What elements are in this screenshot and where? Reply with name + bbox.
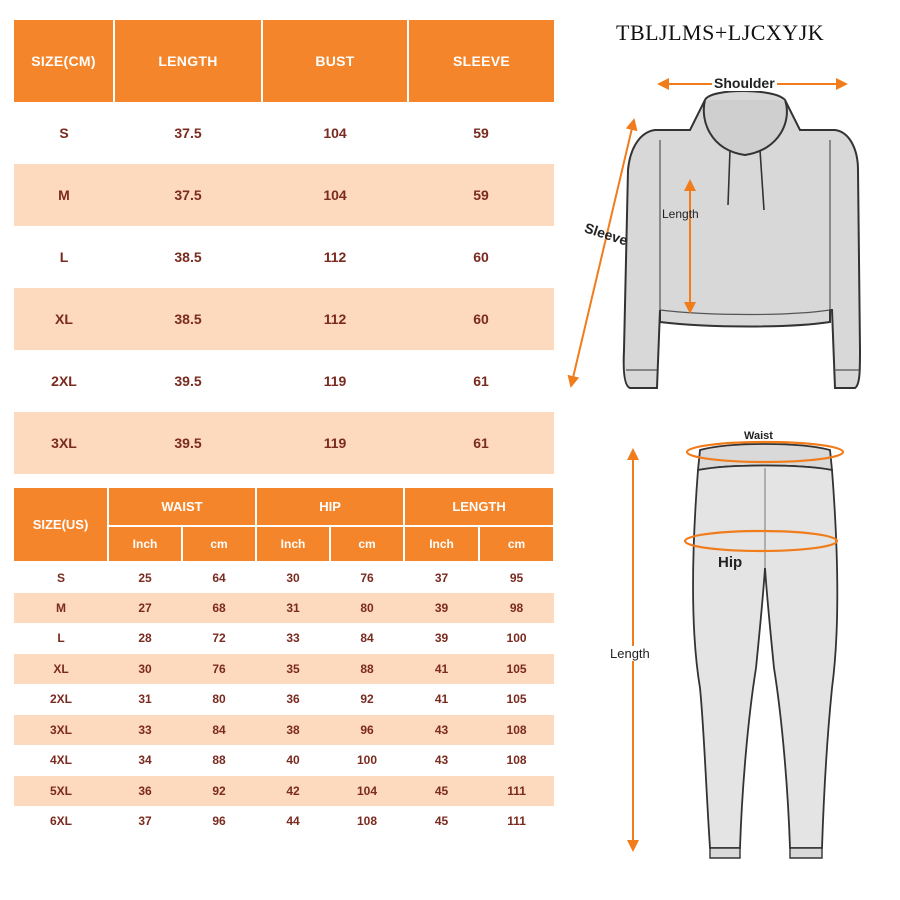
table-cell: M: [14, 593, 108, 624]
sub-header-waist-inch: Inch: [108, 526, 182, 562]
table-cell: 39: [404, 623, 479, 654]
table-cell: 92: [182, 776, 256, 807]
table-cell: 40: [256, 745, 330, 776]
table-cell: 4XL: [14, 745, 108, 776]
table-cell: 59: [408, 164, 554, 226]
table-cell: 119: [262, 412, 408, 474]
table-row: [14, 684, 554, 715]
table-cell: 96: [330, 715, 404, 746]
table-row: [14, 654, 554, 685]
waist-label: Waist: [744, 430, 773, 442]
table-cell: 96: [182, 806, 256, 837]
table-cell: 100: [479, 623, 554, 654]
header-length-pants: LENGTH: [404, 488, 554, 526]
table-cell: 36: [108, 776, 182, 807]
header-hip: HIP: [256, 488, 404, 526]
header-size-cm: SIZE(CM): [14, 20, 114, 102]
table-cell: 37: [404, 562, 479, 593]
table-cell: 38.5: [114, 288, 262, 350]
top-size-table: [14, 20, 554, 474]
table-row: [14, 226, 554, 288]
table-cell: 92: [330, 684, 404, 715]
table-row: [14, 288, 554, 350]
table-cell: 108: [479, 715, 554, 746]
table-cell: 3XL: [14, 715, 108, 746]
hoodie-diagram: [560, 70, 890, 400]
table-cell: 44: [256, 806, 330, 837]
table-cell: 33: [108, 715, 182, 746]
hip-label: Hip: [718, 554, 743, 571]
table-row: [14, 562, 554, 593]
table-row: [14, 412, 554, 474]
table-cell: 37.5: [114, 102, 262, 164]
table-cell: 80: [182, 684, 256, 715]
table-cell: 88: [182, 745, 256, 776]
table-row: [14, 164, 554, 226]
table-cell: 33: [256, 623, 330, 654]
table-cell: 2XL: [14, 350, 114, 412]
size-tables: [14, 20, 554, 837]
table-cell: 60: [408, 288, 554, 350]
header-size-us: SIZE(US): [14, 488, 108, 562]
table-cell: 84: [182, 715, 256, 746]
table-cell: 36: [256, 684, 330, 715]
table-cell: 43: [404, 745, 479, 776]
brand-name: TBLJLMS+LJCXYJK: [616, 20, 825, 45]
header-sleeve: SLEEVE: [408, 20, 554, 102]
table-cell: 42: [256, 776, 330, 807]
table-cell: 39.5: [114, 350, 262, 412]
pants-length-label: Length: [610, 646, 650, 661]
table-cell: 104: [262, 102, 408, 164]
pants-diagram: [600, 428, 890, 868]
table-cell: 28: [108, 623, 182, 654]
header-bust: BUST: [262, 20, 408, 102]
table-cell: 2XL: [14, 684, 108, 715]
table-cell: 98: [479, 593, 554, 624]
table-cell: M: [14, 164, 114, 226]
table-row: [14, 806, 554, 837]
table-cell: 59: [408, 102, 554, 164]
table-cell: L: [14, 623, 108, 654]
table-cell: 88: [330, 654, 404, 685]
table-row: [14, 745, 554, 776]
header-waist: WAIST: [108, 488, 256, 526]
table-cell: XL: [14, 654, 108, 685]
table-cell: 38: [256, 715, 330, 746]
table-cell: 30: [108, 654, 182, 685]
table-cell: 45: [404, 776, 479, 807]
table-cell: 84: [330, 623, 404, 654]
table-cell: 61: [408, 412, 554, 474]
table-cell: 80: [330, 593, 404, 624]
table-cell: 64: [182, 562, 256, 593]
table-cell: 105: [479, 684, 554, 715]
table-cell: 37: [108, 806, 182, 837]
table-row: [14, 715, 554, 746]
table-cell: 104: [330, 776, 404, 807]
table-cell: 25: [108, 562, 182, 593]
table-cell: 111: [479, 776, 554, 807]
table-cell: 104: [262, 164, 408, 226]
table-cell: 68: [182, 593, 256, 624]
table-cell: L: [14, 226, 114, 288]
table-cell: 41: [404, 684, 479, 715]
table-row: [14, 623, 554, 654]
table-row: [14, 102, 554, 164]
sub-header-hip-inch: Inch: [256, 526, 330, 562]
table-cell: 100: [330, 745, 404, 776]
top-table-header-row: [14, 20, 554, 102]
table-cell: XL: [14, 288, 114, 350]
table-cell: S: [14, 562, 108, 593]
table-row: [14, 776, 554, 807]
table-row: [14, 593, 554, 624]
table-cell: 60: [408, 226, 554, 288]
table-cell: 45: [404, 806, 479, 837]
table-cell: 34: [108, 745, 182, 776]
table-row: [14, 350, 554, 412]
header-length: LENGTH: [114, 20, 262, 102]
bottom-size-table: [14, 488, 555, 837]
table-cell: 72: [182, 623, 256, 654]
sub-header-waist-cm: cm: [182, 526, 256, 562]
sleeve-label: Sleeve: [582, 219, 630, 249]
hoodie-length-label: Length: [662, 207, 699, 221]
table-cell: 43: [404, 715, 479, 746]
sub-header-hip-cm: cm: [330, 526, 404, 562]
table-cell: 30: [256, 562, 330, 593]
table-cell: 76: [330, 562, 404, 593]
bottom-table-group-row: [14, 488, 554, 526]
shoulder-label: Shoulder: [714, 75, 775, 91]
sub-header-length-inch: Inch: [404, 526, 479, 562]
table-cell: 35: [256, 654, 330, 685]
table-cell: 31: [108, 684, 182, 715]
table-cell: 6XL: [14, 806, 108, 837]
table-cell: S: [14, 102, 114, 164]
table-cell: 38.5: [114, 226, 262, 288]
table-cell: 112: [262, 288, 408, 350]
table-cell: 76: [182, 654, 256, 685]
table-cell: 31: [256, 593, 330, 624]
table-cell: 39.5: [114, 412, 262, 474]
table-cell: 61: [408, 350, 554, 412]
table-cell: 108: [330, 806, 404, 837]
table-cell: 5XL: [14, 776, 108, 807]
table-cell: 3XL: [14, 412, 114, 474]
table-cell: 41: [404, 654, 479, 685]
table-cell: 27: [108, 593, 182, 624]
sub-header-length-cm: cm: [479, 526, 554, 562]
table-cell: 112: [262, 226, 408, 288]
table-cell: 119: [262, 350, 408, 412]
table-cell: 111: [479, 806, 554, 837]
table-cell: 39: [404, 593, 479, 624]
table-cell: 108: [479, 745, 554, 776]
table-cell: 95: [479, 562, 554, 593]
table-cell: 105: [479, 654, 554, 685]
table-cell: 37.5: [114, 164, 262, 226]
